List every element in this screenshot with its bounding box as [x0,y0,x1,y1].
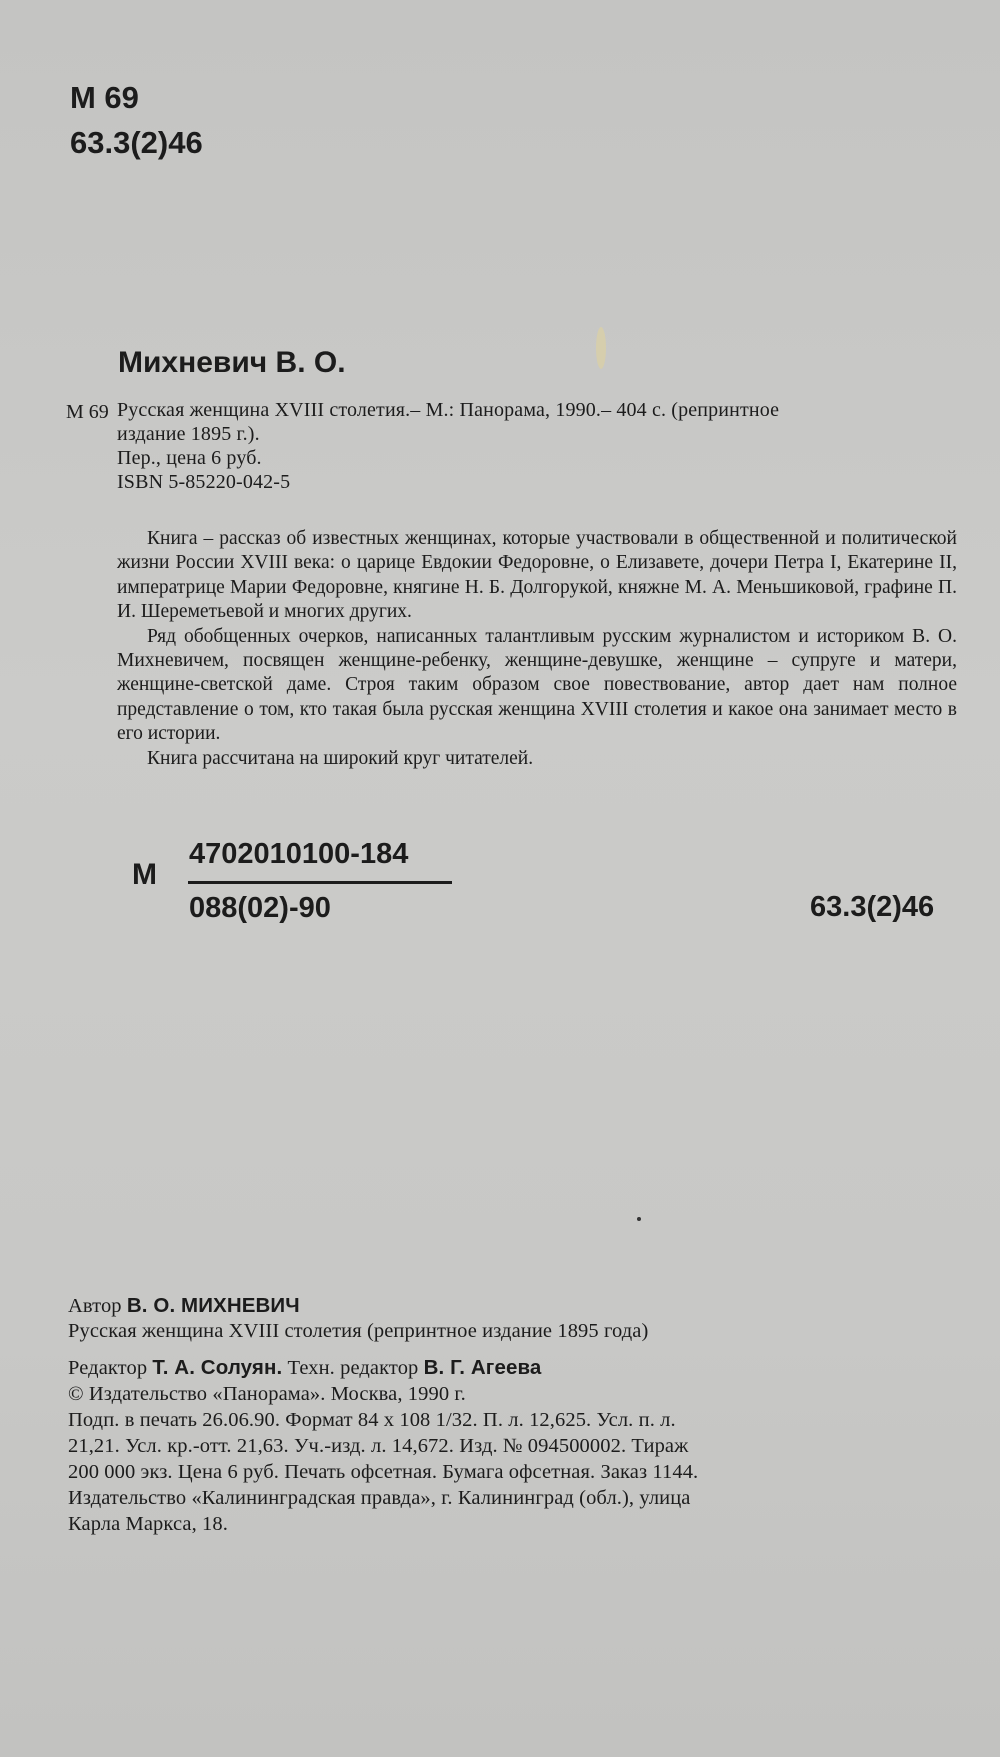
fraction-rule [188,881,452,884]
paper-stain [596,327,606,369]
editor-name: Т. А. Солуян. [152,1356,283,1379]
bbk-letter: М [132,858,157,891]
bbk-numerator: 4702010100-184 [189,838,409,870]
catalog-line: Русская женщина XVIII столетия.– М.: Панорама, 1990.– 404 с. (репринтное [117,399,780,421]
catalog-line: Пер., цена 6 руб. [117,447,262,469]
editor-label: Редактор [68,1357,148,1379]
tech-editor-name: В. Г. Агеева [423,1356,542,1379]
imprint-editors [68,1356,541,1380]
bbk-denominator: 088(02)-90 [189,892,331,924]
bbk-code: 63.3(2)46 [70,125,203,160]
imprint-author [68,1294,300,1318]
catalog-code: М 69 [70,80,139,115]
catalog-line: издание 1895 г.). [117,423,260,445]
annotation-paragraph: Книга рассчитана на широкий круг читателей. [147,747,534,769]
bbk-code-right: 63.3(2)46 [810,891,935,923]
annotation-paragraph: Ряд обобщенных очерков, написанных талантливым русским журналистом и историком В. О. Михневичем, посвящен женщине-ребенку, женщине-девушке, женщине – супруге и матери, женщине-светской даме. Строя таким образом свое повествование, автор дает нам полное представление о том, кто такая была русская женщина XVIII столетия и какое она занимает место в его истории. [117,625,957,745]
isbn-line: ISBN 5-85220-042-5 [117,471,291,493]
print-dot [637,1217,641,1221]
tech-editor-label: Техн. редактор [287,1357,419,1379]
imprint-line: Подп. в печать 26.06.90. Формат 84 х 108 1/32. П. л. 12,625. Усл. п. л. [68,1409,676,1431]
catalog-label: М 69 [66,401,109,423]
annotation [117,527,957,771]
author-label: Автор [68,1295,122,1317]
imprint-line: 21,21. Усл. кр.-отт. 21,63. Уч.-изд. л. 14,672. Изд. № 094500002. Тираж [68,1435,689,1457]
imprint-title: Русская женщина XVIII столетия (репринтное издание 1895 года) [68,1320,649,1342]
annotation-paragraph: Книга – рассказ об известных женщинах, которые участвовали в общественной и политической жизни России XVIII века: о царице Евдокии Федоровне, о Елизавете, дочери Петра I, Екатерине II, императрице Марии Федоровне, княгине Н. Б. Долгорукой, княжне М. А. Меньшиковой, графине П. И. Шереметьевой и многих других. [117,528,957,623]
imprint-line: Карла Маркса, 18. [68,1513,228,1535]
imprint-line: © Издательство «Панорама». Москва, 1990 г. [68,1383,466,1405]
author-heading: Михневич В. О. [118,346,346,379]
imprint-line: Издательство «Калининградская правда», г. Калининград (обл.), улица [68,1487,691,1509]
imprint-line: 200 000 экз. Цена 6 руб. Печать офсетная. Бумага офсетная. Заказ 1144. [68,1461,699,1483]
author-name: В. О. МИХНЕВИЧ [126,1294,300,1317]
